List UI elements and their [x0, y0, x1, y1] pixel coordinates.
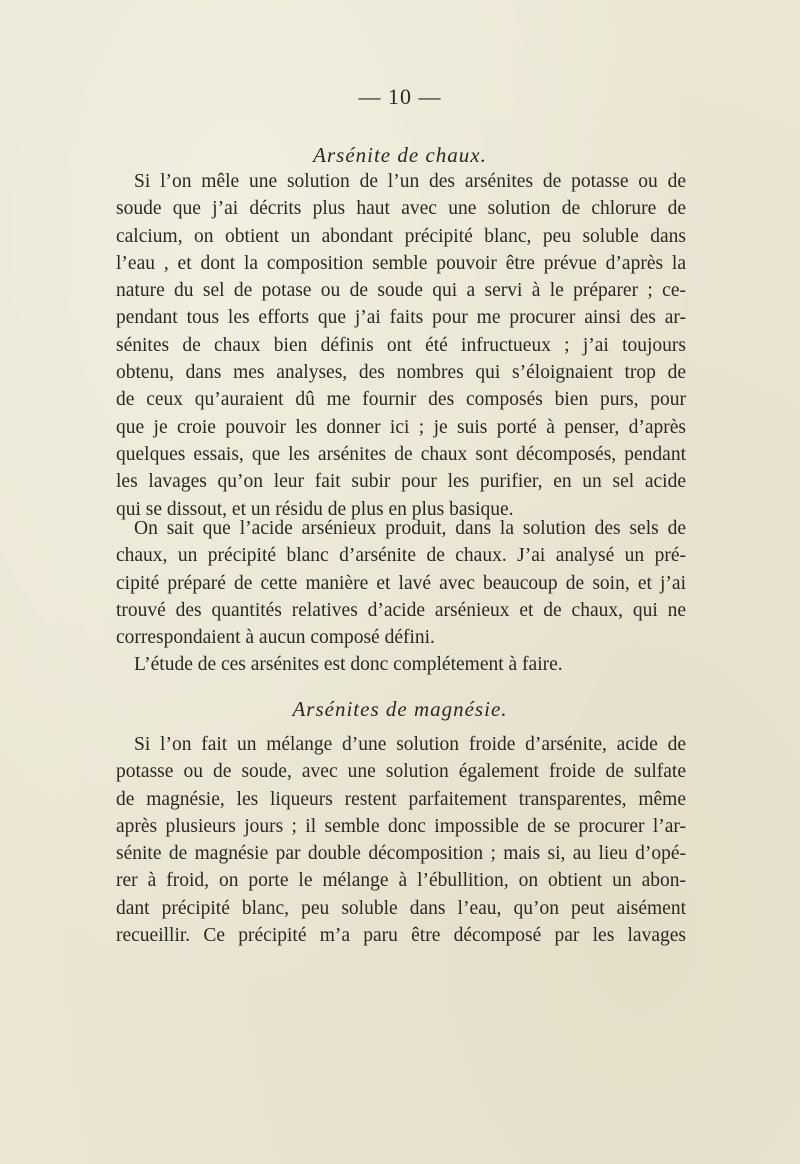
text-line: sénite de magnésie par double décomposition ; mais si, au lieu d’opé- — [116, 843, 686, 865]
paragraph — [116, 515, 686, 651]
text-line: nature du sel de potase ou de soude qui a servi à le préparer ; ce- — [116, 280, 686, 302]
text-line: correspondaient à aucun composé défini. — [116, 627, 435, 649]
text-line: qui se dissout, et un résidu de plus en plus basique. — [116, 498, 514, 520]
text-line: On sait que l’acide arsénieux produit, dans la solution des sels de — [134, 518, 686, 539]
text-line: chaux, un précipité blanc d’arsénite de chaux. J’ai analysé un pré- — [116, 545, 686, 567]
text-line: l’eau , et dont la composition semble pouvoir être prévue d’après la — [116, 252, 686, 274]
section-title-arsenites-de-magnesie: Arsénites de magnésie. — [292, 697, 508, 721]
text-line: obtenu, dans mes analyses, des nombres qui s’éloignaient trop de — [116, 362, 686, 384]
text-line: potasse ou de soude, avec une solution également froide de sulfate — [116, 761, 686, 783]
text-line: dant précipité blanc, peu soluble dans l’eau, qu’on peut aisément — [116, 897, 686, 919]
text-line: soude que j’ai décrits plus haut avec une solution de chlorure de — [116, 198, 686, 220]
text-line: calcium, on obtient un abondant précipité blanc, peu soluble dans — [116, 225, 686, 247]
text-line: cipité préparé de cette manière et lavé avec beaucoup de soin, et j’ai — [116, 572, 686, 594]
text-line: après plusieurs jours ; il semble donc impossible de se procurer l’ar- — [116, 815, 686, 837]
text-line: de ceux qu’auraient dû me fournir des composés bien purs, pour — [116, 389, 686, 411]
text-line: recueillir. Ce précipité m’a paru être décomposé par les lavages — [116, 925, 686, 947]
text-line: quelques essais, que les arsénites de chaux sont décomposés, pendant — [116, 443, 686, 465]
text-line: trouvé des quantités relatives d’acide arsénieux et de chaux, qui ne — [116, 599, 686, 621]
text-line: de magnésie, les liqueurs restent parfaitement transparentes, même — [116, 788, 686, 810]
section-title-arsenite-de-chaux: Arsénite de chaux. — [313, 143, 487, 167]
text-line: les lavages qu’on leur fait subir pour les purifier, en un sel acide — [116, 471, 686, 493]
text-line: pendant tous les efforts que j’ai faits pour me procurer ainsi des ar- — [116, 307, 686, 329]
text-line: L’étude de ces arsénites est donc complétement à faire. — [134, 654, 563, 675]
text-line: sénites de chaux bien définis ont été infructueux ; j’ai toujours — [116, 334, 686, 356]
paragraph — [116, 168, 686, 523]
text-line: Si l’on fait un mélange d’une solution froide d’arsénite, acide de — [134, 734, 686, 755]
text-line: rer à froid, on porte le mélange à l’ébullition, on obtient un abon- — [116, 870, 686, 892]
page-number: — 10 — — [358, 84, 442, 109]
paragraph — [116, 651, 686, 678]
text-line: que je croie pouvoir les donner ici ; je suis porté à penser, d’après — [116, 416, 686, 438]
paragraph — [116, 731, 686, 949]
text-line: Si l’on mêle une solution de l’un des arsénites de potasse ou de — [134, 171, 686, 192]
